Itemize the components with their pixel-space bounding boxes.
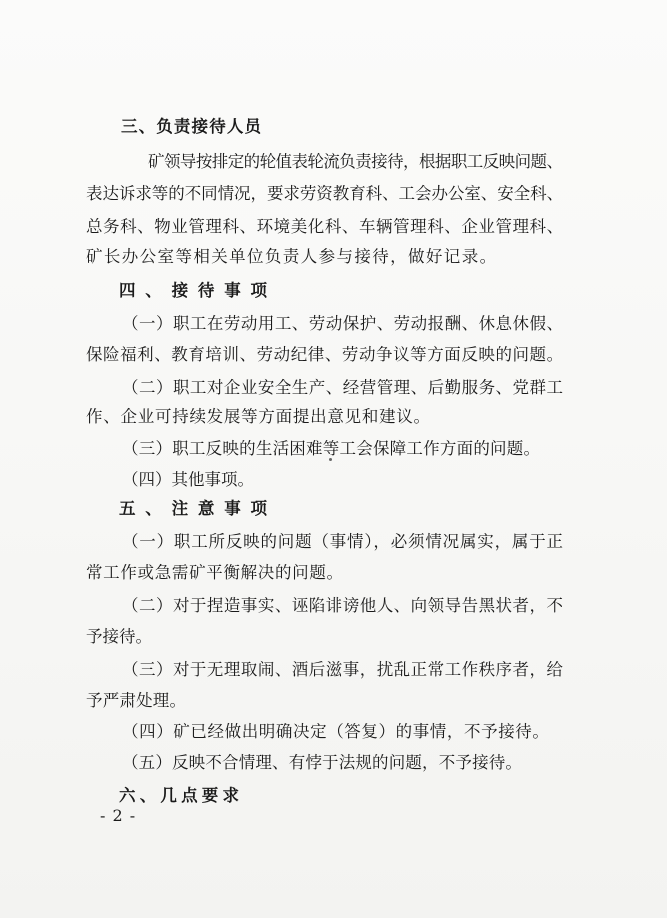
paragraph-line: （五）反映不合情理、有悖于法规的问题，不予接待。 [122, 753, 523, 772]
paragraph-line: （三）职工反映的生活困难等工会保障工作方面的问题。 [122, 439, 541, 458]
paragraph-line: 矿长办公室等相关单位负责人参与接待，做好记录。 [86, 247, 498, 266]
paragraph-line: 表达诉求等的不同情况，要求劳资教育科、工会办公室、安全科、 [86, 184, 564, 203]
page-number: - 2 - [100, 806, 137, 825]
paragraph-line: （三）对于无理取闹、酒后滋事，扰乱正常工作秩序者，给 [122, 660, 564, 679]
section-heading: 五、注意事项 [119, 499, 277, 518]
paragraph-line: 予接待。 [86, 627, 152, 646]
section-heading: 四、接待事项 [119, 281, 277, 300]
paragraph-line: （一）职工所反映的问题（事情），必须情况属实，属于正 [122, 532, 564, 551]
paragraph-line: （二）对于捏造事实、诬陷诽谤他人、向领导告黑状者，不 [122, 596, 564, 615]
paragraph-line: （四）其他事项。 [122, 470, 254, 489]
scan-speck [329, 458, 332, 461]
paragraph-line: （二）职工对企业安全生产、经营管理、后勤服务、党群工 [122, 378, 564, 397]
paragraph-line: 作、企业可持续发展等方面提出意见和建议。 [86, 407, 431, 426]
paragraph-line: 常工作或急需矿平衡解决的问题。 [86, 563, 344, 582]
paragraph-line: 总务科、物业管理科、环境美化科、车辆管理科、企业管理科、 [86, 217, 564, 236]
section-heading: 三、负责接待人员 [121, 117, 263, 136]
paragraph-line: （一）职工在劳动用工、劳动保护、劳动报酬、休息休假、 [122, 314, 564, 333]
paragraph-line: （四）矿已经做出明确决定（答复）的事情，不予接待。 [122, 722, 550, 741]
paragraph-line: 予严肃处理。 [86, 691, 187, 710]
paragraph-line: 矿领导按排定的轮值表轮流负责接待，根据职工反映问题、 [148, 152, 563, 171]
section-heading: 六、几点要求 [119, 786, 244, 805]
paragraph-line: 保险福利、教育培训、劳动纪律、劳动争议等方面反映的问题。 [86, 345, 564, 364]
